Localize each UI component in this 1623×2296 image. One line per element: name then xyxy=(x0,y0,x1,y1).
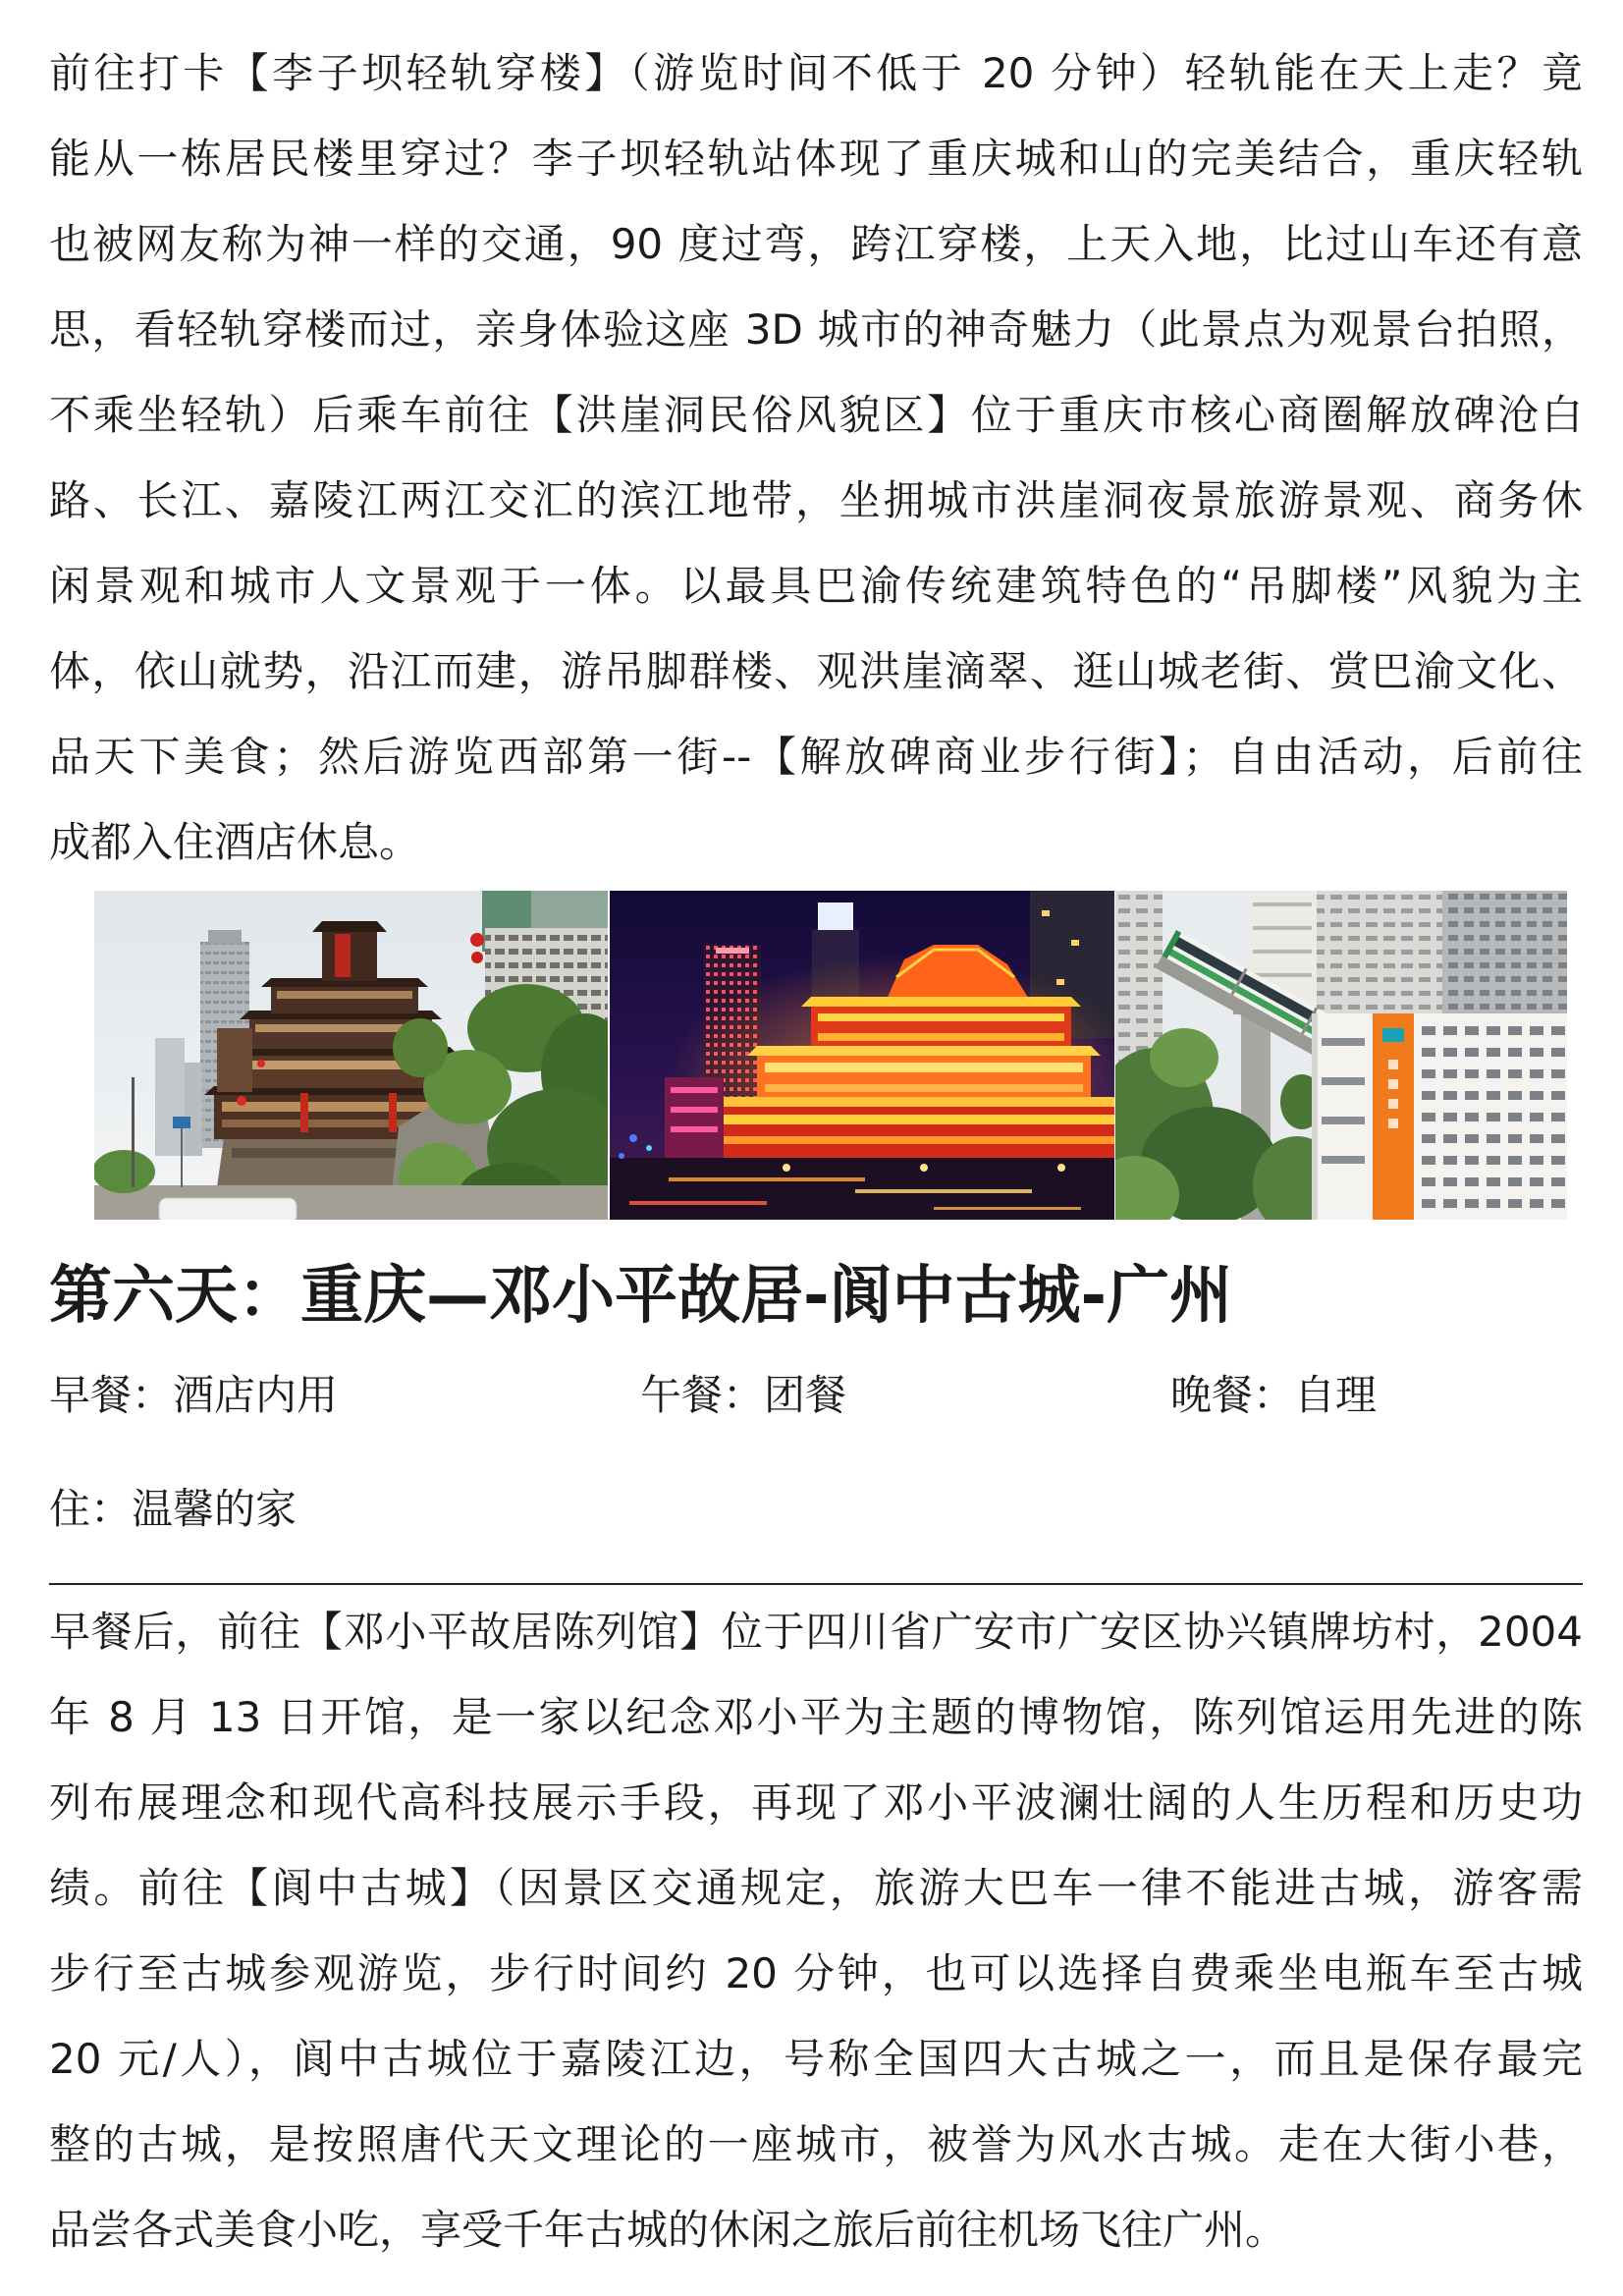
paragraph-line: 步行至古城参观游览，步行时间约 20 分钟，也可以选择自费乘坐电瓶车至古城 xyxy=(49,1949,1583,1997)
paragraph-line: 思，看轻轨穿楼而过，亲身体验这座 3D 城市的神奇魅力（此景点为观景台拍照， xyxy=(49,305,1583,354)
hongyadong-day-photo xyxy=(94,891,608,1220)
hongyadong-day-illustration xyxy=(94,891,608,1220)
hongyadong-night-illustration xyxy=(610,891,1114,1220)
day6-description xyxy=(49,1589,1583,2272)
paragraph-line: 列布展理念和现代高科技展示手段，再现了邓小平波澜壮阔的人生历程和历史功 xyxy=(49,1778,1583,1827)
meal-value: 酒店内用 xyxy=(173,1371,339,1419)
day-heading: 第六天：重庆—邓小平故居-阆中古城-广州 xyxy=(49,1260,1233,1333)
paragraph-line: 20 元/人），阆中古城位于嘉陵江边，号称全国四大古城之一，而且是保存最完 xyxy=(49,2035,1583,2083)
paragraph-line: 不乘坐轻轨）后乘车前往【洪崖洞民俗风貌区】位于重庆市核心商圈解放碑沧白 xyxy=(49,391,1583,439)
accommodation-info xyxy=(49,1466,297,1552)
paragraph-line: 品尝各式美食小吃，享受千年古城的休闲之旅后前往机场飞往广州。 xyxy=(49,2206,1287,2254)
paragraph-line: 闲景观和城市人文景观于一体。以最具巴渝传统建筑特色的“吊脚楼”风貌为主 xyxy=(49,562,1583,610)
intro-paragraph xyxy=(49,30,1583,885)
breakfast-info xyxy=(49,1352,338,1438)
section-divider xyxy=(49,1583,1583,1585)
meal-value: 团餐 xyxy=(764,1371,847,1419)
paragraph-line: 前往打卡【李子坝轻轨穿楼】（游览时间不低于 20 分钟）轻轨能在天上走？竟 xyxy=(49,49,1583,97)
paragraph-line: 路、长江、嘉陵江两江交汇的滨江地带，坐拥城市洪崖洞夜景旅游景观、商务休 xyxy=(49,476,1583,524)
station-building xyxy=(1312,1013,1567,1220)
paragraph-line: 体，依山就势，沿江而建，游吊脚群楼、观洪崖滴翠、逛山城老街、赏巴渝文化、 xyxy=(49,647,1583,695)
accommodation-label: 住： xyxy=(49,1485,133,1533)
meal-label: 晚餐： xyxy=(1170,1371,1295,1419)
paragraph-line: 年 8 月 13 日开馆，是一家以纪念邓小平为主题的博物馆，陈列馆运用先进的陈 xyxy=(49,1693,1583,1741)
hongyadong-night-photo xyxy=(610,891,1114,1220)
accommodation-value: 温馨的家 xyxy=(132,1485,298,1533)
meal-label: 早餐： xyxy=(49,1371,174,1419)
liziba-light-rail-photo xyxy=(1115,891,1567,1220)
paragraph-line: 能从一栋居民楼里穿过？李子坝轻轨站体现了重庆城和山的完美结合，重庆轻轨 xyxy=(49,135,1583,183)
paragraph-line: 整的古城，是按照唐代天文理论的一座城市，被誉为风水古城。走在大街小巷， xyxy=(49,2120,1583,2168)
liziba-light-rail-illustration xyxy=(1115,891,1567,1220)
lunch-info xyxy=(640,1352,846,1438)
paragraph-line: 绩。前往【阆中古城】（因景区交通规定，旅游大巴车一律不能进古城，游客需 xyxy=(49,1864,1583,1912)
meal-label: 午餐： xyxy=(640,1371,765,1419)
paragraph-line: 成都入住酒店休息。 xyxy=(49,818,421,866)
paragraph-line: 品天下美食；然后游览西部第一街--【解放碑商业步行街】；自由活动，后前往 xyxy=(49,733,1583,781)
meal-value: 自理 xyxy=(1294,1371,1378,1419)
paragraph-line: 也被网友称为神一样的交通，90 度过弯，跨江穿楼，上天入地，比过山车还有意 xyxy=(49,220,1583,268)
paragraph-line: 早餐后，前往【邓小平故居陈列馆】位于四川省广安市广安区协兴镇牌坊村，2004 xyxy=(49,1608,1583,1656)
dinner-info xyxy=(1170,1352,1377,1438)
